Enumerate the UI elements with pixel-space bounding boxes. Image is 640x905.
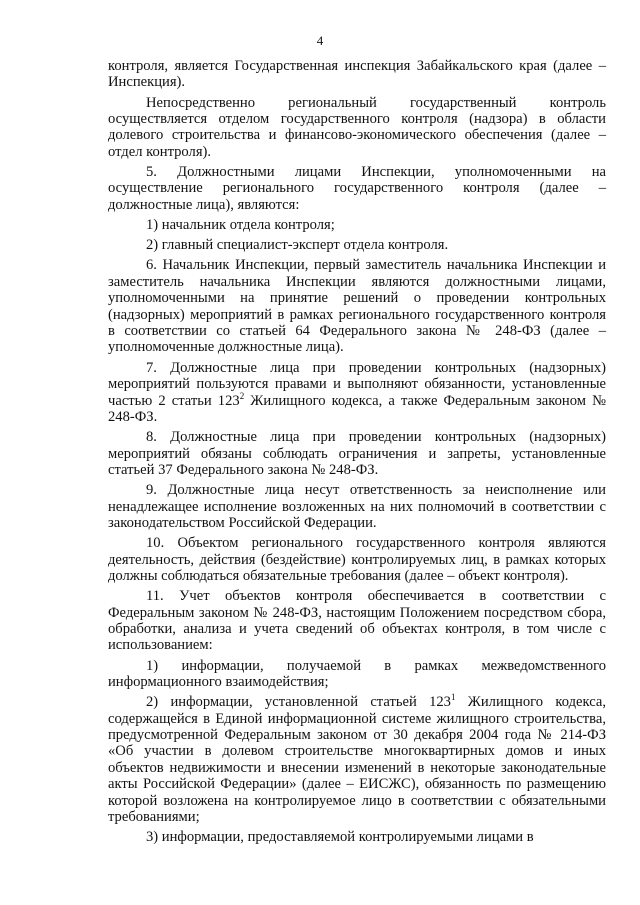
paragraph: 5. Должностными лицами Инспекции, уполномоченными на осуществление регионального государственного контроля (далее – должностные лица), являются: (108, 164, 606, 213)
paragraph (108, 360, 606, 426)
article-superscript: 2 (239, 390, 245, 401)
paragraph: Непосредственно региональный государственный контроль осуществляется отделом государственного контроля (надзора) в области долевого строительства и финансово-экономического обеспечения (далее – отдел контроля). (108, 94, 606, 160)
list-item: 1) информации, получаемой в рамках межведомственного информационного взаимодействия; (108, 657, 606, 690)
list-item: 2) главный специалист-эксперт отдела контроля. (146, 237, 449, 254)
paragraph-text: 2) информации, установленной статьей 123 (146, 694, 451, 711)
paragraph-text: 7. Должностные лица при проведении контрольных (надзорных) мероприятий пользуются правами и выполняют обязанности, установленные частью 2 статьи 123 (108, 359, 606, 409)
paragraph-text: Жилищного кодекса, содержащейся в Единой информационной системе жилищного строительства, предусмотренной Федеральным законом от 30 декабря 2004 года № 214-ФЗ «Об участии в долевом строительстве многоквартирных домов и иных объектов недвижимости и внесении изменений в некоторые законодательные акты Российской Федерации» (далее – ЕИСЖС), обязанность по размещению которой возложена на контролируемое лицо в соответствии с обязательными требованиями; (108, 694, 606, 826)
article-superscript: 1 (450, 692, 456, 703)
paragraph: 11. Учет объектов контроля обеспечивается в соответствии с Федеральным законом № 248-ФЗ, настоящим Положением посредством сбора, обработки, анализа и учета сведений об объектах контроля, в том числе с использованием: (108, 588, 606, 654)
paragraph: 6. Начальник Инспекции, первый заместитель начальника Инспекции и заместитель начальника Инспекции являются должностными лицами, уполномоченными на принятие решений о проведении контрольных (надзорных) мероприятий в рамках регионального государственного контроля в соответствии со статьей 64 Федерального закона № 248-ФЗ (далее – уполномоченные должностные лица). (108, 257, 606, 356)
list-item: 3) информации, предоставляемой контролируемыми лицами в (146, 829, 534, 846)
list-item: 1) начальник отдела контроля; (146, 217, 335, 234)
page-number: 4 (316, 33, 324, 48)
paragraph: контроля, является Государственная инспекция Забайкальского края (далее – Инспекция). (108, 58, 606, 91)
list-item (108, 694, 606, 825)
paragraph-text: Жилищного кодекса, а также Федеральным законом № 248-ФЗ. (108, 392, 606, 425)
paragraph: 10. Объектом регионального государственного контроля являются деятельность, действия (бездействие) контролируемых лиц, в рамках которых должны соблюдаться обязательные требования (далее – объект контроля). (108, 535, 606, 584)
paragraph: 8. Должностные лица при проведении контрольных (надзорных) мероприятий обязаны соблюдать ограничения и запреты, установленные статьей 37 Федерального закона № 248-ФЗ. (108, 429, 606, 478)
paragraph: 9. Должностные лица несут ответственность за неисполнение или ненадлежащее исполнение возложенных на них полномочий в соответствии с законодательством Российской Федерации. (108, 482, 606, 531)
document-body (108, 58, 606, 849)
